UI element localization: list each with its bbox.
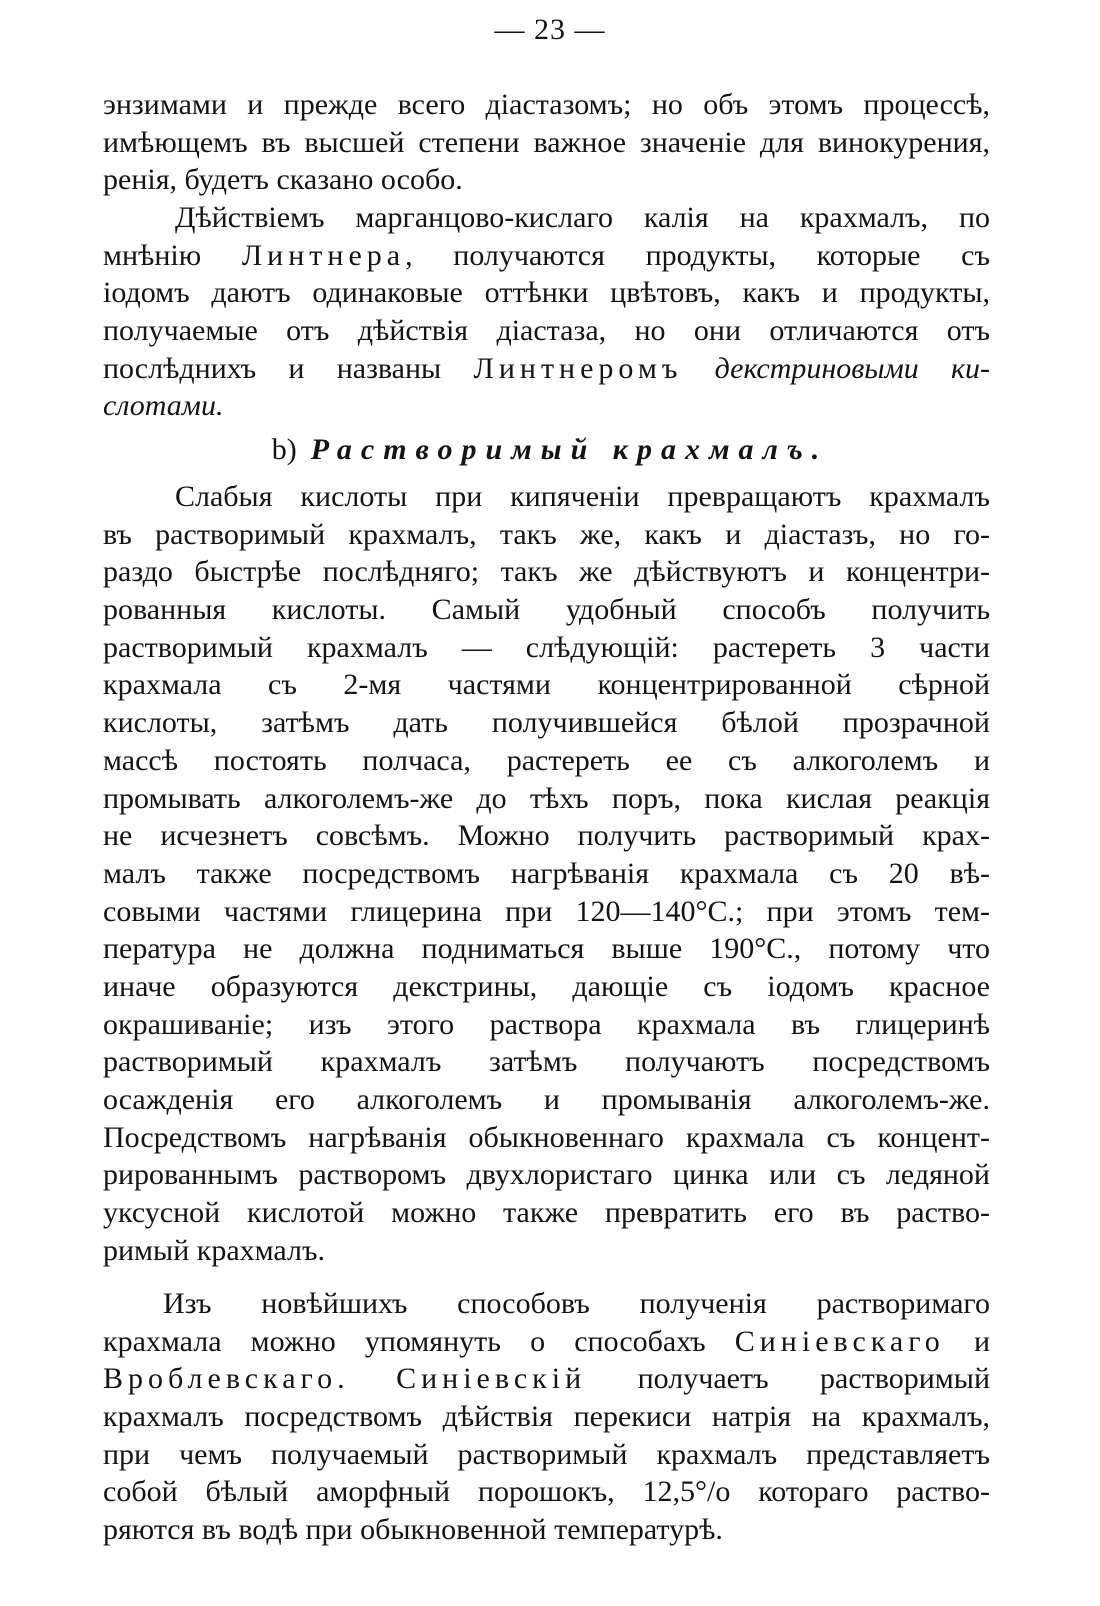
text-line: совыми частями глицерина при 120—140°С.; при этомъ тем- bbox=[103, 894, 990, 928]
text-line: окрашиваніе; изъ этого раствора крахмала въ глицеринѣ bbox=[103, 1007, 990, 1041]
text-fragment: , получаются продукты, которые съ bbox=[405, 238, 990, 272]
text-line: получаемые отъ дѣйствія діастаза, но они отличаются отъ bbox=[103, 314, 990, 348]
text-line: ряются въ водѣ при обыкновенной температурѣ. bbox=[103, 1513, 723, 1547]
text-line: рованныя кислоты. Самый удобный способъ получить bbox=[103, 593, 990, 627]
text-line: энзимами и прежде всего діастазомъ; но объ этомъ процессѣ, bbox=[103, 88, 990, 121]
author-name-vroblevsky: Вроблевскаго bbox=[103, 1362, 338, 1396]
text-line: въ растворимый крахмалъ, такъ же, какъ и діастазъ, но го- bbox=[103, 517, 990, 551]
author-name-sinievsky: Синіевскаго bbox=[734, 1324, 945, 1358]
text-line: промывать алкоголемъ-же до тѣхъ поръ, пока кислая реакція bbox=[103, 781, 990, 815]
paragraph-2 bbox=[103, 199, 990, 425]
author-name-lintner: Линтнеромъ bbox=[473, 351, 683, 385]
text-fragment: и bbox=[973, 1324, 990, 1358]
text-line: іодомъ даютъ одинаковые оттѣнки цвѣтовъ, какъ и продукты, bbox=[103, 276, 990, 310]
author-name-sinievsky: Синіевскій bbox=[396, 1362, 587, 1396]
author-name-lintner: Линтнера bbox=[241, 238, 406, 272]
text-line bbox=[103, 237, 990, 275]
text-fragment: крахмала можно упомянуть о способахъ bbox=[103, 1324, 706, 1358]
text-line: растворимый крахмалъ — слѣдующій: растереть 3 части bbox=[103, 630, 990, 664]
text-line bbox=[103, 350, 990, 388]
text-fragment: . bbox=[337, 1362, 345, 1396]
text-line: малъ также посредствомъ нагрѣванія крахмала съ 20 вѣ- bbox=[103, 856, 990, 890]
text-fragment: послѣднихъ и названы bbox=[103, 351, 442, 385]
text-line: римый крахмалъ. bbox=[103, 1233, 325, 1267]
text-line: не исчезнетъ совсѣмъ. Можно получить растворимый крах- bbox=[103, 819, 990, 853]
text-line: ренія, будетъ сказано особо. bbox=[103, 163, 463, 197]
paragraph-1 bbox=[103, 86, 990, 199]
text-line bbox=[103, 1323, 990, 1361]
text-line: массѣ постоять полчаса, растереть ее съ алкоголемъ и bbox=[103, 743, 990, 777]
text-line bbox=[103, 124, 990, 162]
text-line: уксусной кислотой можно также превратить его въ раство- bbox=[103, 1196, 990, 1230]
text-line: пература не должна подниматься выше 190°С., потому что bbox=[103, 932, 990, 966]
section-heading bbox=[0, 430, 1100, 470]
text-fragment: мнѣнію bbox=[103, 238, 202, 272]
text-line: иначе образуются декстрины, дающіе съ іодомъ красное bbox=[103, 969, 990, 1003]
text-line: растворимый крахмалъ затѣмъ получаютъ посредствомъ bbox=[103, 1045, 990, 1079]
italic-term: декстриновыми ки- bbox=[714, 351, 990, 385]
text-line-content: имѣющемъ въ высшей степени важное значеніе для винокурения, bbox=[103, 125, 990, 159]
text-line: Дѣйствіемъ марганцово-кислаго калія на крахмалъ, по bbox=[175, 201, 990, 234]
paragraph-3 bbox=[103, 478, 990, 1269]
section-title: Растворимый крахмалъ. bbox=[310, 433, 829, 466]
text-line: слотами. bbox=[103, 389, 224, 423]
text-line: собой бѣлый аморфный порошокъ, 12,5°/о котораго раство- bbox=[103, 1475, 990, 1509]
text-line: крахмалъ посредствомъ дѣйствія перекиси натрія на крахмалъ, bbox=[103, 1400, 990, 1434]
text-line: рированнымъ растворомъ двухлористаго цинка или съ ледяной bbox=[103, 1158, 990, 1192]
text-line: крахмала съ 2-мя частями концентрированной сѣрной bbox=[103, 668, 990, 702]
paragraph-4 bbox=[103, 1285, 990, 1549]
text-line: осажденія его алкоголемъ и промыванія алкоголемъ-же. bbox=[103, 1083, 990, 1116]
text-line: Слабыя кислоты при кипяченіи превращаютъ крахмалъ bbox=[175, 480, 990, 513]
text-line: раздо быстрѣе послѣдняго; такъ же дѣйствуютъ и концентри- bbox=[103, 555, 990, 589]
text-line: при чемъ получаемый растворимый крахмалъ представляетъ bbox=[103, 1437, 990, 1471]
section-letter: b) bbox=[271, 433, 297, 466]
page-number: — 23 — bbox=[494, 13, 606, 46]
text-line: кислоты, затѣмъ дать получившейся бѣлой прозрачной bbox=[103, 706, 990, 740]
text-line: Изъ новѣйшихъ способовъ полученія растворимаго bbox=[163, 1287, 990, 1320]
text-line bbox=[103, 1360, 990, 1398]
text-fragment: получаетъ растворимый bbox=[637, 1362, 990, 1396]
text-line: Посредствомъ нагрѣванія обыкновеннаго крахмала съ концент- bbox=[103, 1120, 990, 1154]
